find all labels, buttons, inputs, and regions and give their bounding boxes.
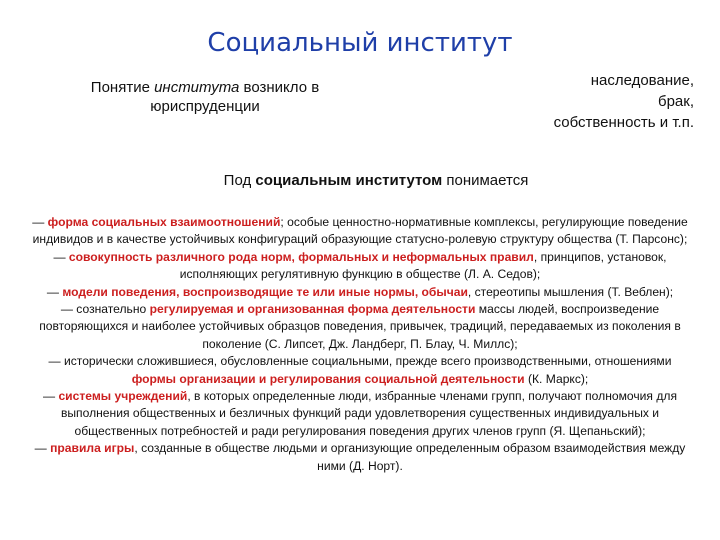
definition-heading (0, 172, 720, 189)
definition-text: , созданные в обществе людьми и организующие определенным образом взаимодействия между ними (Д. Норт). (134, 441, 686, 473)
examples-line-1: наследование, (590, 72, 694, 89)
definition-text: , в которых определенные люди, избранные членами групп, получают полномочия для выполнения общественных и безличных функций ради удовлетворения существенных индивидуальных и общественных потребностей и ради регулирования поведения других членов групп (Я. Щепаньский); (60, 389, 678, 438)
definition-heading-pre: Под (223, 172, 256, 189)
definition-highlight: формы организации и регулирования социальной деятельности (131, 371, 525, 386)
origin-note-text-start: Понятие (90, 79, 155, 96)
definition-text: — (42, 389, 59, 404)
definition-highlight: системы учреждений (58, 389, 188, 404)
definition-text: (К. Маркс); (524, 371, 589, 386)
definition-highlight: регулируемая и организованная форма деятельности (149, 302, 476, 317)
definition-text: — исторически сложившиеся, обусловленные социальными, прежде всего производственными, отношениями (48, 354, 672, 369)
definition-text: ; особые ценностно-нормативные комплексы, регулирующие поведение индивидов и в качестве устойчивых конфигураций образующие статусно-ролевую структуру общества (Т. Парсонс); (32, 215, 688, 247)
definition-text: , принципов, установок, исполняющих регулятивную функцию в обществе (Л. А. Седов); (179, 249, 667, 282)
definition-highlight: правила игры (50, 441, 135, 456)
definition-item (26, 440, 694, 475)
slide-title: Социальный институт (207, 28, 513, 58)
examples-note (434, 70, 694, 133)
origin-note-italic: института (154, 79, 240, 96)
definition-item (26, 353, 694, 388)
examples-line-2: брак, (657, 93, 694, 110)
definition-text: массы людей, воспроизведение повторяющихся и наиболее устойчивых образцов поведения, привычек, традиций, передаваемых из поколения в поколение (С. Липсет, Дж. Ландберг, П. Блау, Ч. Миллс); (39, 302, 681, 351)
definition-text: — (32, 215, 48, 229)
definition-heading-bold: социальным институтом (255, 172, 443, 189)
definition-heading-post: понимается (442, 172, 529, 189)
definition-item (26, 249, 694, 284)
definition-text: — (46, 284, 63, 299)
examples-line-3: собственность и т.п. (553, 114, 694, 131)
definition-item (26, 301, 694, 353)
definition-item (26, 388, 694, 440)
definition-highlight: совокупность различного рода норм, формальных и неформальных правил (68, 249, 534, 264)
origin-note-text-end: возникло в юриспруденции (150, 79, 320, 115)
definition-text: — (34, 441, 51, 456)
definition-item (26, 214, 694, 249)
definition-item (26, 284, 694, 301)
definition-text: — сознательно (60, 302, 150, 317)
definition-text: — (53, 249, 69, 264)
origin-note (60, 78, 350, 116)
definition-text: , стереотипы мышления (Т. Веблен); (467, 284, 674, 299)
definition-highlight: модели поведения, воспроизводящие те или иные нормы, обычаи (62, 284, 468, 299)
definitions-list (26, 214, 694, 475)
definition-highlight: форма социальных взаимоотношений (47, 215, 281, 229)
